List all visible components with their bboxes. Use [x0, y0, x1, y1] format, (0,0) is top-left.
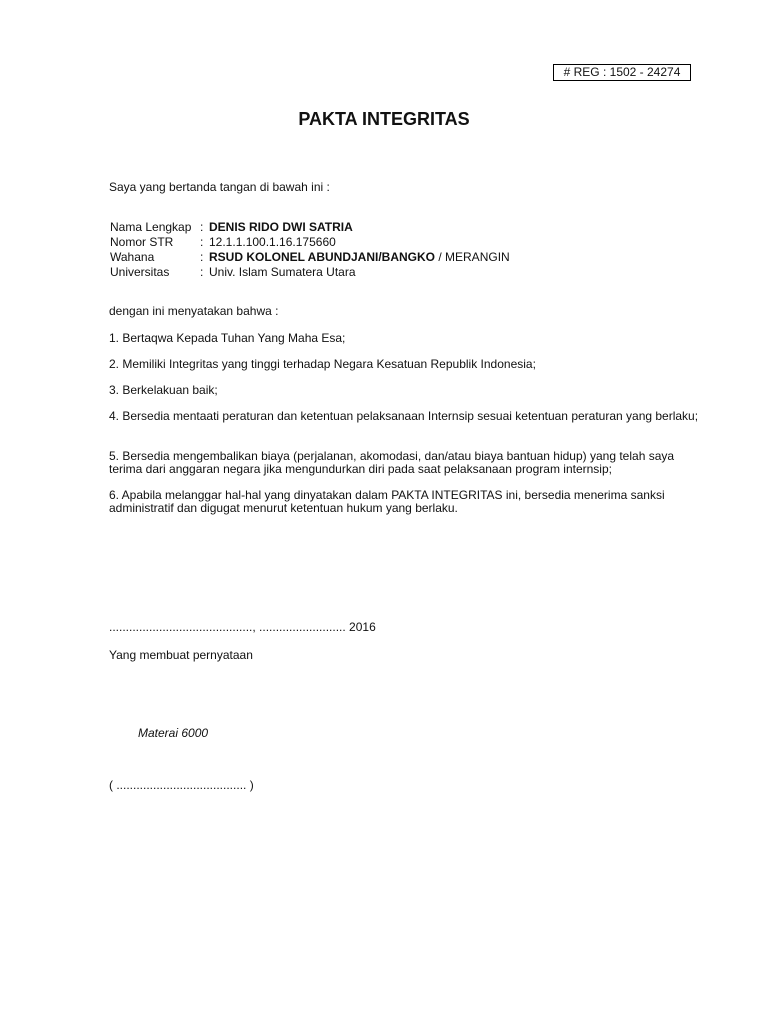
wahana-hospital: RSUD KOLONEL ABUNDJANI/BANGKO [209, 250, 436, 264]
statement-item: 4. Bersedia mentaati peraturan dan ketentuan pelaksanaan Internsip sesuai ketentuan peraturan yang berlaku; [109, 409, 699, 423]
registration-number-box: # REG : 1502 - 24274 [553, 64, 691, 81]
intro-text: Saya yang bertanda tangan di bawah ini : [109, 180, 330, 194]
identity-separator: : [200, 235, 204, 249]
identity-label: Nomor STR [110, 235, 174, 249]
statement-item: 5. Bersedia mengembalikan biaya (perjalanan, akomodasi, dan/atau biaya bantuan hidup) yang telah saya terima dari anggaran negara jika mengundurkan diri pada saat pelaksanaan program internsip; [109, 449, 675, 476]
identity-value: Univ. Islam Sumatera Utara [209, 265, 356, 279]
signer-label: Yang membuat pernyataan [109, 648, 253, 662]
identity-value: DENIS RIDO DWI SATRIA [209, 220, 353, 234]
place-date-line: ..........................................., .......................... 2016 [109, 620, 376, 634]
identity-label: Nama Lengkap [110, 220, 192, 234]
identity-value: 12.1.1.100.1.16.175660 [209, 235, 336, 249]
wahana-region: / MERANGIN [435, 250, 510, 264]
statement-item: 3. Berkelakuan baik; [109, 383, 218, 397]
statement-item: 2. Memiliki Integritas yang tinggi terhadap Negara Kesatuan Republik Indonesia; [109, 357, 536, 371]
identity-separator: : [200, 220, 204, 234]
identity-label: Universitas [110, 265, 170, 279]
identity-value [209, 250, 510, 265]
statement-item: 6. Apabila melanggar hal-hal yang dinyatakan dalam PAKTA INTEGRITAS ini, bersedia menerima sanksi administratif dan digugat menurut ketentuan hukum yang berlaku. [109, 488, 665, 515]
identity-label: Wahana [110, 250, 155, 264]
statement-intro: dengan ini menyatakan bahwa : [109, 304, 279, 318]
signature-line: ( ....................................... ) [109, 778, 254, 792]
document-title: PAKTA INTEGRITAS [298, 109, 470, 129]
stamp-duty-label: Materai 6000 [138, 726, 209, 740]
statement-item: 1. Bertaqwa Kepada Tuhan Yang Maha Esa; [109, 331, 346, 345]
identity-separator: : [200, 265, 204, 279]
identity-separator: : [200, 250, 204, 264]
